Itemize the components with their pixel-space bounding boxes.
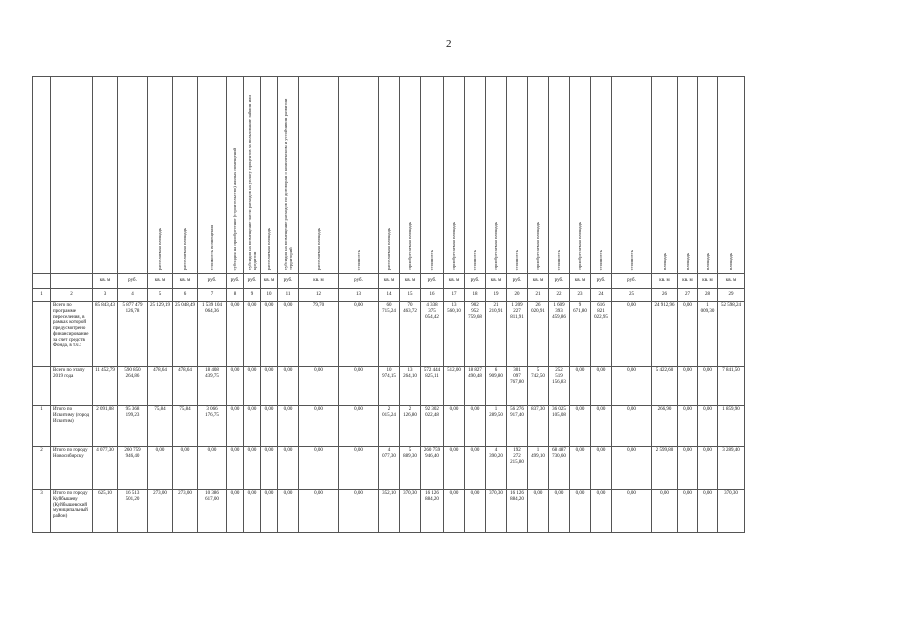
value-cell: 0,00: [339, 406, 379, 447]
value-cell: 0,00: [678, 490, 698, 533]
column-header: [261, 77, 278, 274]
column-number-cell: 4: [118, 289, 148, 302]
value-cell: 0,00: [299, 447, 339, 490]
value-cell: 370,30: [718, 490, 745, 533]
column-header: [400, 77, 421, 274]
value-cell: 0,00: [444, 406, 465, 447]
column-number-cell: 16: [421, 289, 444, 302]
header-row: [33, 77, 745, 274]
value-cell: 75,84: [173, 406, 198, 447]
unit-cell: руб.: [507, 274, 528, 289]
row-name-cell: Всего по программе переселения, в рамках которой предусмотрено финансирование за счет средств Фонда, в т.ч.:: [51, 302, 93, 367]
value-cell: 0,00: [261, 406, 278, 447]
row-name-cell: Итого по городу Куйбышеву (Куйбышевский муниципальный район): [51, 490, 93, 533]
unit-cell: руб.: [244, 274, 261, 289]
column-header: [591, 77, 612, 274]
value-cell: 10 974,15: [379, 367, 400, 406]
value-cell: 0,00: [261, 490, 278, 533]
value-cell: 266,90: [652, 406, 678, 447]
unit-cell: руб.: [227, 274, 244, 289]
column-number-cell: 7: [198, 289, 227, 302]
column-header: [652, 77, 678, 274]
unit-cell: кв. м: [570, 274, 591, 289]
column-number-cell: 18: [465, 289, 486, 302]
unit-cell: кв. м: [698, 274, 718, 289]
value-cell: 0,00: [698, 406, 718, 447]
value-cell: 273,00: [173, 490, 198, 533]
column-header: [465, 77, 486, 274]
unit-cell: руб.: [465, 274, 486, 289]
value-cell: 0,00: [612, 447, 652, 490]
value-cell: 0,00: [570, 406, 591, 447]
value-cell: 11 452,79: [93, 367, 118, 406]
value-cell: 0,00: [244, 367, 261, 406]
value-cell: 9 671,80: [570, 302, 591, 367]
column-header: [379, 77, 400, 274]
value-cell: 5 877 479 126,78: [118, 302, 148, 367]
column-header-label: стоимость: [556, 249, 562, 270]
column-header-label: стоимость: [472, 249, 478, 270]
value-cell: 95 368 199,23: [118, 406, 148, 447]
row-number-cell: 1: [33, 406, 51, 447]
column-number-cell: 19: [486, 289, 507, 302]
table-row: [33, 490, 745, 533]
column-header: [198, 77, 227, 274]
unit-cell: кв. м: [93, 274, 118, 289]
value-cell: 0,00: [591, 367, 612, 406]
table-row: [33, 367, 745, 406]
column-number-cell: 14: [379, 289, 400, 302]
unit-cell: руб.: [591, 274, 612, 289]
unit-cell: кв. м: [148, 274, 173, 289]
column-header-label: приобретаемая площадь: [493, 222, 499, 270]
value-cell: 2 091,08: [93, 406, 118, 447]
value-cell: 92 302 022,48: [421, 406, 444, 447]
unit-cell: [33, 274, 51, 289]
column-number-cell: 13: [339, 289, 379, 302]
row-name-cell: Итого по городу Новосибирску: [51, 447, 93, 490]
value-cell: 2 126,80: [400, 406, 421, 447]
value-cell: 0,00: [278, 406, 299, 447]
value-cell: 0,00: [339, 302, 379, 367]
value-cell: 68 487 730,60: [549, 447, 570, 490]
column-header: [51, 77, 93, 274]
column-number-cell: 24: [591, 289, 612, 302]
value-cell: 0,00: [678, 406, 698, 447]
value-cell: 75,84: [148, 406, 173, 447]
value-cell: 56 276 917,40: [507, 406, 528, 447]
value-cell: 18 827 490,48: [465, 367, 486, 406]
value-cell: 52 598,24: [718, 302, 745, 367]
value-cell: 10 386 617,00: [198, 490, 227, 533]
value-cell: 1 539 104 064,36: [198, 302, 227, 367]
value-cell: 0,00: [198, 447, 227, 490]
value-cell: 0,00: [278, 367, 299, 406]
value-cell: 0,00: [244, 302, 261, 367]
column-number-cell: 8: [227, 289, 244, 302]
value-cell: 0,00: [261, 447, 278, 490]
value-cell: 0,00: [678, 447, 698, 490]
unit-cell: кв. м: [528, 274, 549, 289]
value-cell: 0,00: [339, 367, 379, 406]
column-header-label: стоимость: [628, 249, 634, 270]
value-cell: 0,00: [444, 447, 465, 490]
column-header-label: площадь: [728, 252, 734, 270]
column-number-cell: 2: [51, 289, 93, 302]
value-cell: 478,64: [173, 367, 198, 406]
column-header-label: приобретаемая площадь: [577, 222, 583, 270]
column-header: [570, 77, 591, 274]
value-cell: 24 912,96: [652, 302, 678, 367]
value-cell: 21 210,91: [486, 302, 507, 367]
row-number-cell: [33, 367, 51, 406]
value-cell: 0,00: [278, 490, 299, 533]
value-cell: 4 077,30: [379, 447, 400, 490]
value-cell: 18 408 439,75: [198, 367, 227, 406]
column-header: [173, 77, 198, 274]
column-header-label: площадь: [704, 252, 710, 270]
unit-cell: кв. м: [678, 274, 698, 289]
value-cell: 0,00: [278, 447, 299, 490]
column-header: [33, 77, 51, 274]
unit-cell: руб.: [612, 274, 652, 289]
value-cell: 0,00: [261, 302, 278, 367]
value-cell: 2 015,24: [379, 406, 400, 447]
column-header-label: субсидия на приобретение (строительство) жилых помещений: [232, 147, 238, 270]
column-header-label: стоимость: [598, 249, 604, 270]
column-number-cell: 11: [278, 289, 299, 302]
value-cell: 260 759 946,40: [118, 447, 148, 490]
value-cell: 0,00: [244, 406, 261, 447]
row-number-cell: 2: [33, 447, 51, 490]
value-cell: 7 841,50: [718, 367, 745, 406]
value-cell: 0,00: [591, 490, 612, 533]
value-cell: 4 077,30: [93, 447, 118, 490]
column-number-cell: 17: [444, 289, 465, 302]
column-header: [227, 77, 244, 274]
value-cell: 0,00: [678, 302, 698, 367]
unit-cell: [51, 274, 93, 289]
value-cell: 85 843,43: [93, 302, 118, 367]
value-cell: 0,00: [570, 447, 591, 490]
units-row: [33, 274, 745, 289]
column-header: [678, 77, 698, 274]
column-number-cell: 10: [261, 289, 278, 302]
column-header: [339, 77, 379, 274]
row-name-cell: Итого по Искитиму (город Искитим): [51, 406, 93, 447]
value-cell: 36 025 105,08: [549, 406, 570, 447]
column-header-label: приобретаемая площадь: [451, 222, 457, 270]
value-cell: 25 048,49: [173, 302, 198, 367]
value-cell: 616 821 022,95: [591, 302, 612, 367]
unit-cell: кв. м: [652, 274, 678, 289]
value-cell: 1 609 393 459,86: [549, 302, 570, 367]
unit-cell: руб.: [421, 274, 444, 289]
unit-cell: кв. м: [379, 274, 400, 289]
value-cell: 0,00: [698, 490, 718, 533]
column-header-label: приобретаемая площадь: [535, 222, 541, 270]
column-number-cell: 6: [173, 289, 198, 302]
value-cell: 6 909,80: [486, 367, 507, 406]
column-header-label: приобретаемая площадь: [407, 222, 413, 270]
column-header: [698, 77, 718, 274]
column-number-cell: 20: [507, 289, 528, 302]
value-cell: 370,30: [400, 490, 421, 533]
column-header-label: площадь: [661, 252, 667, 270]
value-cell: 0,00: [244, 490, 261, 533]
column-header: [118, 77, 148, 274]
value-cell: 0,00: [528, 490, 549, 533]
column-header-label: расселяемая площадь: [157, 227, 163, 270]
column-header-label: расселяемая площадь: [386, 227, 392, 270]
value-cell: 0,00: [698, 367, 718, 406]
unit-cell: руб.: [278, 274, 299, 289]
unit-cell: руб.: [198, 274, 227, 289]
value-cell: 252 519 156,83: [549, 367, 570, 406]
value-cell: 590 850 264,86: [118, 367, 148, 406]
column-number-cell: 21: [528, 289, 549, 302]
value-cell: 5 422,60: [652, 367, 678, 406]
value-cell: 0,00: [227, 302, 244, 367]
value-cell: 25 129,19: [148, 302, 173, 367]
value-cell: 0,00: [227, 490, 244, 533]
value-cell: 512,00: [444, 367, 465, 406]
value-cell: 0,00: [339, 447, 379, 490]
value-cell: 0,00: [148, 447, 173, 490]
column-number-cell: 12: [299, 289, 339, 302]
column-number-cell: 15: [400, 289, 421, 302]
unit-cell: кв. м: [400, 274, 421, 289]
value-cell: 0,00: [299, 490, 339, 533]
value-cell: 3 289,40: [718, 447, 745, 490]
value-cell: 0,00: [173, 447, 198, 490]
value-cell: 572 444 825,11: [421, 367, 444, 406]
column-number-cell: 1: [33, 289, 51, 302]
value-cell: 0,00: [339, 490, 379, 533]
column-header-label: стоимость возмещения: [209, 224, 215, 270]
value-cell: 625,10: [93, 490, 118, 533]
unit-cell: кв. м: [299, 274, 339, 289]
value-cell: 0,00: [261, 367, 278, 406]
table-row: [33, 406, 745, 447]
value-cell: 0,00: [227, 367, 244, 406]
column-number-cell: 25: [612, 289, 652, 302]
column-number-cell: 28: [698, 289, 718, 302]
unit-cell: кв. м: [486, 274, 507, 289]
value-cell: 902 952 759,68: [465, 302, 486, 367]
unit-cell: руб.: [118, 274, 148, 289]
column-header: [93, 77, 118, 274]
row-number-cell: [33, 302, 51, 367]
value-cell: 1 009,30: [698, 302, 718, 367]
value-cell: 0,00: [612, 302, 652, 367]
column-number-cell: 9: [244, 289, 261, 302]
column-number-cell: 3: [93, 289, 118, 302]
value-cell: 16 513 501,20: [118, 490, 148, 533]
column-header-label: площадь: [684, 252, 690, 270]
value-cell: 0,00: [465, 406, 486, 447]
value-cell: 0,00: [612, 367, 652, 406]
column-header-label: субсидия на возмещение расходов по договорам о комплексном и устойчивом развитии территорий: [282, 98, 293, 270]
page-number: 2: [446, 38, 452, 50]
column-header: [612, 77, 652, 274]
value-cell: 0,00: [278, 302, 299, 367]
value-cell: 0,00: [444, 490, 465, 533]
column-header-label: расселяемая площадь: [266, 227, 272, 270]
column-number-cell: 23: [570, 289, 591, 302]
column-header: [549, 77, 570, 274]
value-cell: 0,00: [591, 447, 612, 490]
value-cell: 0,00: [591, 406, 612, 447]
value-cell: 0,00: [465, 490, 486, 533]
unit-cell: руб.: [549, 274, 570, 289]
value-cell: 26 020,91: [528, 302, 549, 367]
value-cell: 16 126 884,20: [507, 490, 528, 533]
value-cell: 3 066 176,75: [198, 406, 227, 447]
value-cell: 260 759 946,40: [421, 447, 444, 490]
column-header: [718, 77, 745, 274]
unit-cell: руб.: [339, 274, 379, 289]
column-header: [486, 77, 507, 274]
value-cell: 0,00: [570, 490, 591, 533]
value-cell: 70 463,72: [400, 302, 421, 367]
column-header: [148, 77, 173, 274]
value-cell: 370,30: [486, 490, 507, 533]
value-cell: 1 499,10: [528, 447, 549, 490]
column-number-cell: 27: [678, 289, 698, 302]
column-numbers-row: [33, 289, 745, 302]
column-number-cell: 29: [718, 289, 745, 302]
row-name-cell: Всего по этапу 2019 года: [51, 367, 93, 406]
value-cell: 478,64: [148, 367, 173, 406]
value-cell: 0,00: [570, 367, 591, 406]
unit-cell: кв. м: [718, 274, 745, 289]
unit-cell: кв. м: [444, 274, 465, 289]
value-cell: 0,00: [465, 447, 486, 490]
value-cell: 5 889,30: [400, 447, 421, 490]
column-header: [507, 77, 528, 274]
value-cell: 1 289,50: [486, 406, 507, 447]
value-cell: 301 097 767,80: [507, 367, 528, 406]
column-header: [528, 77, 549, 274]
column-header: [444, 77, 465, 274]
value-cell: 79,70: [299, 302, 339, 367]
value-cell: 0,00: [678, 367, 698, 406]
column-header-label: стоимость: [429, 249, 435, 270]
value-cell: 2 599,80: [652, 447, 678, 490]
value-cell: 4 338 375 054,42: [421, 302, 444, 367]
value-cell: 352,10: [379, 490, 400, 533]
column-header-label: стоимость: [514, 249, 520, 270]
value-cell: 273,00: [148, 490, 173, 533]
value-cell: 0,00: [698, 447, 718, 490]
unit-cell: кв. м: [261, 274, 278, 289]
column-number-cell: 5: [148, 289, 173, 302]
value-cell: 1 209 227 811,91: [507, 302, 528, 367]
value-cell: 60 715,24: [379, 302, 400, 367]
value-cell: 0,00: [227, 447, 244, 490]
value-cell: 0,00: [299, 367, 339, 406]
column-number-cell: 26: [652, 289, 678, 302]
column-header: [244, 77, 261, 274]
column-number-cell: 22: [549, 289, 570, 302]
value-cell: 0,00: [244, 447, 261, 490]
column-header-label: субсидия на возмещение части расходов на уплату процентов за пользование займом или кредитом: [246, 95, 257, 270]
value-cell: 4 390,20: [486, 447, 507, 490]
value-cell: 0,00: [549, 490, 570, 533]
value-cell: 13 560,10: [444, 302, 465, 367]
value-cell: 13 264,10: [400, 367, 421, 406]
value-cell: 837,30: [528, 406, 549, 447]
table-row: [33, 302, 745, 367]
row-number-cell: 3: [33, 490, 51, 533]
value-cell: 0,00: [299, 406, 339, 447]
column-header: [278, 77, 299, 274]
value-cell: 0,00: [227, 406, 244, 447]
value-cell: 0,00: [612, 490, 652, 533]
value-cell: 5 742,50: [528, 367, 549, 406]
column-header-label: стоимость: [355, 249, 361, 270]
value-cell: 192 272 215,80: [507, 447, 528, 490]
value-cell: 1 859,90: [718, 406, 745, 447]
unit-cell: кв. м: [173, 274, 198, 289]
column-header: [299, 77, 339, 274]
column-header-label: расселяемая площадь: [182, 227, 188, 270]
column-header-label: расселяемая площадь: [315, 227, 321, 270]
program-table: [32, 76, 745, 533]
value-cell: 16 126 884,20: [421, 490, 444, 533]
value-cell: 0,00: [652, 490, 678, 533]
value-cell: 0,00: [612, 406, 652, 447]
column-header: [421, 77, 444, 274]
table-row: [33, 447, 745, 490]
